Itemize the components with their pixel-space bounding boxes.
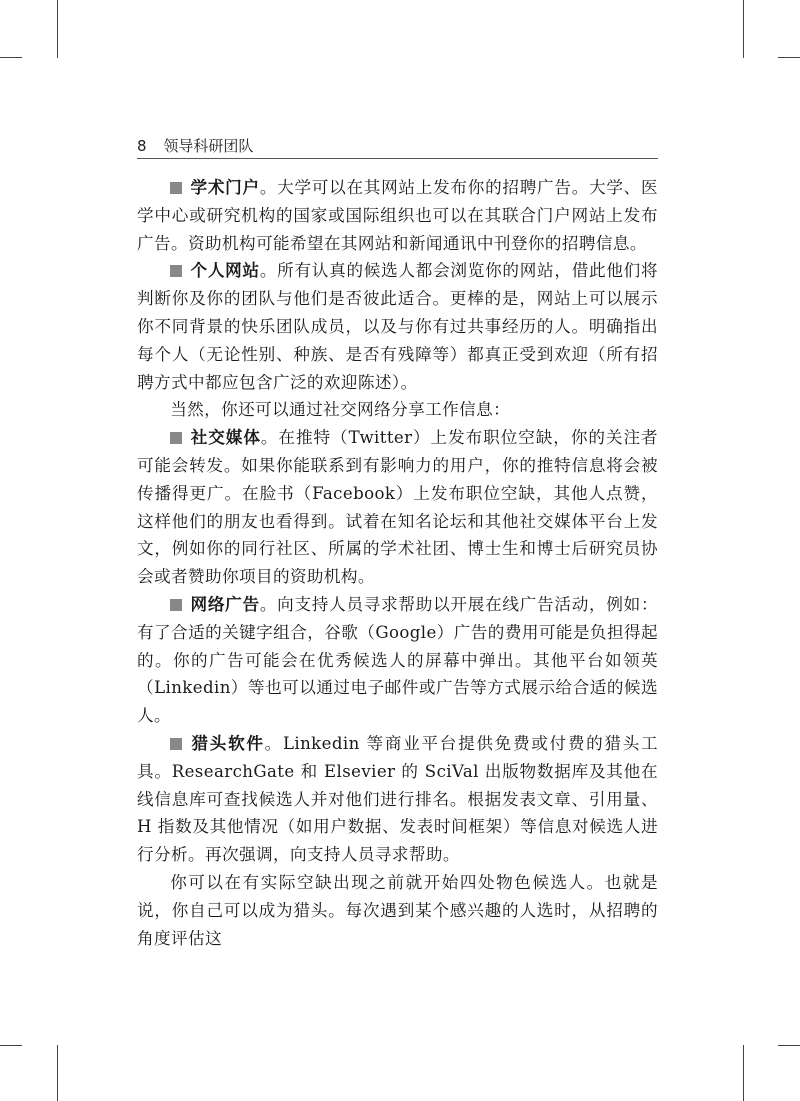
crop-mark <box>743 1045 744 1101</box>
term-label: 个人网站 <box>190 261 260 281</box>
paragraph-closing <box>137 869 658 952</box>
paragraph-text: 。大学可以在其网站上发布你的招聘广告。大学、医学中心或研究机构的国家或国际组织也可以在其联合门户网站上发布广告。资助机构可能希望在其网站和新闻通讯中刊登你的招聘信息。 <box>137 178 658 253</box>
paragraph-text: 。Linkedin 等商业平台提供免费或付费的猎头工具。ResearchGate 和 Elsevier 的 SciVal 出版物数据库及其他在线信息库可查找候选人并对他们进行排名。根据发表文章、引用量、H 指数及其他情况（如用户数据、发表时间框架）等信息对候选人进行分析。再次强调，向支持人员寻求帮助。 <box>137 733 658 865</box>
paragraph-headhunting-software <box>137 730 658 869</box>
crop-mark <box>778 57 800 58</box>
term-label: 猎头软件 <box>190 733 265 753</box>
crop-mark <box>778 1045 800 1046</box>
header-rule <box>137 158 658 159</box>
page-body <box>137 174 658 952</box>
crop-mark <box>0 57 22 58</box>
crop-mark <box>0 1045 22 1046</box>
paragraph-text: 。向支持人员寻求帮助以开展在线广告活动，例如：有了合适的关键字组合，谷歌（Google）广告的费用可能是负担得起的。你的广告可能会在优秀候选人的屏幕中弹出。其他平台如领英（Linkedin）等也可以通过电子邮件或广告等方式展示给合适的候选人。 <box>137 594 658 726</box>
square-bullet-icon <box>170 265 182 277</box>
paragraph-social-media <box>137 424 658 591</box>
paragraph-text: 当然，你还可以通过社交网络分享工作信息： <box>170 400 511 420</box>
paragraph-social-intro <box>137 396 658 424</box>
term-label: 社交媒体 <box>190 428 261 448</box>
paragraph-academic-portal <box>137 174 658 257</box>
square-bullet-icon <box>170 599 182 611</box>
square-bullet-icon <box>170 432 182 444</box>
crop-mark <box>743 0 744 58</box>
page-header <box>137 136 658 158</box>
crop-mark <box>57 1045 58 1101</box>
term-label: 学术门户 <box>190 178 260 197</box>
running-title: 领导科研团队 <box>163 137 254 155</box>
square-bullet-icon <box>170 738 182 750</box>
paragraph-personal-website <box>137 257 658 396</box>
paragraph-text: 。在推特（Twitter）上发布职位空缺，你的关注者可能会转发。如果你能联系到有影响力的用户，你的推特信息将会被传播得更广。在脸书（Facebook）上发布职位空缺，其他人点赞，这样他们的朋友也看得到。试着在知名论坛和其他社交媒体平台上发文，例如你的同行社区、所属的学术社团、博士生和博士后研究员协会或者赞助你项目的资助机构。 <box>137 428 658 587</box>
paragraph-online-ads <box>137 591 658 730</box>
paragraph-text: 你可以在有实际空缺出现之前就开始四处物色候选人。也就是说，你自己可以成为猎头。每次遇到某个感兴趣的人选时，从招聘的角度评估这 <box>137 872 658 948</box>
term-label: 网络广告 <box>190 594 260 614</box>
square-bullet-icon <box>170 182 182 194</box>
paragraph-text: 。所有认真的候选人都会浏览你的网站，借此他们将判断你及你的团队与他们是否彼此适合。更棒的是，网站上可以展示你不同背景的快乐团队成员，以及与你有过共事经历的人。明确指出每个人（无论性别、种族、是否有残障等）都真正受到欢迎（所有招聘方式中都应包含广泛的欢迎陈述）。 <box>137 261 658 392</box>
crop-mark <box>57 0 58 58</box>
page-number: 8 <box>137 137 147 155</box>
